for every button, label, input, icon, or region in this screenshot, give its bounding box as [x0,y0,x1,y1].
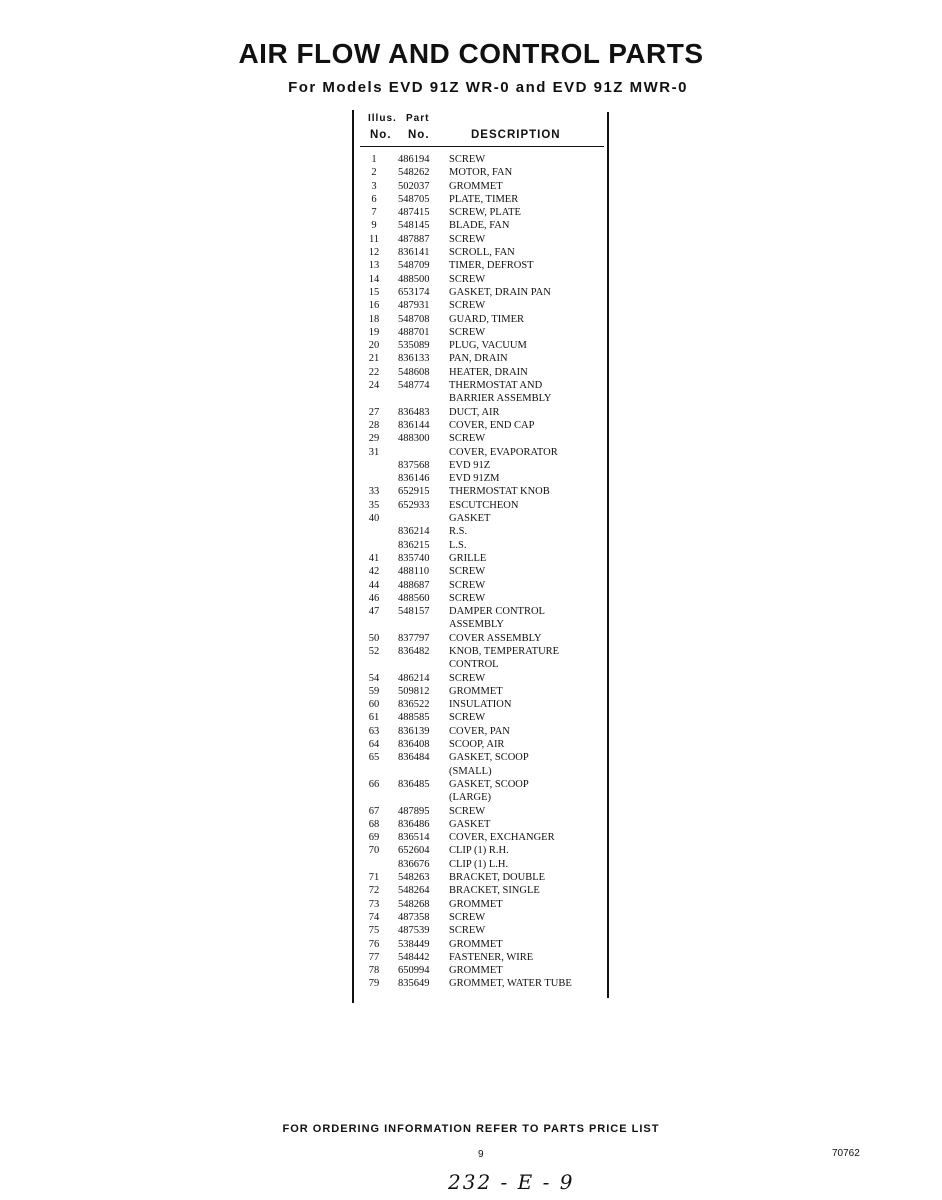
description-cell: GUARD, TIMER [449,313,525,325]
part-no-cell: 836214 [398,526,430,538]
description-cell: GASKET [449,818,491,830]
part-no-cell: 487539 [398,925,430,937]
table-row [360,406,606,419]
illus-no-cell: 28 [368,419,380,431]
part-no-cell: 548264 [398,885,430,897]
illus-no-cell: 67 [368,805,380,817]
table-row [360,180,606,193]
description-cell: GROMMET [449,938,503,950]
part-no-cell: 487358 [398,911,430,923]
illus-no-cell: 77 [368,951,380,963]
table-row [360,552,606,565]
description-cell: (LARGE) [449,792,491,804]
part-no-cell: 535089 [398,340,430,352]
description-cell: SCREW [449,925,486,937]
part-no-cell: 836484 [398,752,430,764]
illus-no-cell: 72 [368,885,380,897]
illus-no-cell: 13 [368,260,380,272]
illus-no-cell: 18 [368,313,380,325]
table-row [360,871,606,884]
description-cell: SCREW [449,672,486,684]
description-cell: GASKET, SCOOP [449,752,529,764]
parts-list [360,153,606,991]
description-cell: SCREW [449,326,486,338]
part-no-cell: 836522 [398,699,430,711]
table-row [360,738,606,751]
part-no-cell: 487415 [398,207,430,219]
table-row [360,911,606,924]
part-no-cell: 487887 [398,233,430,245]
table-row [360,419,606,432]
part-no-cell: 548774 [398,380,430,392]
part-no-cell: 836144 [398,419,430,431]
illus-no-cell: 33 [368,486,380,498]
illus-no-cell: 27 [368,406,380,418]
illus-no-cell: 12 [368,247,380,259]
table-row [360,286,606,299]
illus-no-cell: 1 [371,154,377,165]
illus-no-cell: 63 [368,725,380,737]
page-number: 9 [478,1149,484,1160]
description-cell: DUCT, AIR [449,406,500,418]
illus-no-cell: 69 [368,832,380,844]
table-row [360,579,606,592]
description-cell: CLIP (1) R.H. [449,845,509,857]
part-no-cell: 488701 [398,326,430,338]
description-cell: PAN, DRAIN [449,353,508,365]
table-row [360,512,606,525]
description-cell: SCREW [449,154,486,165]
table-row [360,219,606,232]
part-no-cell: 548145 [398,220,430,232]
part-no-cell: 836146 [398,473,430,485]
description-cell: (SMALL) [449,765,492,777]
table-row [360,313,606,326]
description-cell: KNOB, TEMPERATURE [449,645,560,657]
description-cell: PLUG, VACUUM [449,340,527,352]
illus-no-cell: 20 [368,340,380,352]
description-cell: SCREW, PLATE [449,207,521,219]
table-row [360,831,606,844]
part-no-cell: 836483 [398,406,430,418]
illus-no-cell: 42 [368,566,380,578]
description-cell: THERMOSTAT KNOB [449,486,550,498]
table-row [360,858,606,871]
table-row [360,472,606,485]
description-cell: GASKET, SCOOP [449,778,529,790]
description-cell: SCOOP, AIR [449,739,505,751]
table-row [360,672,606,685]
illus-no-cell: 54 [368,672,380,684]
part-no-cell: 488687 [398,579,430,591]
illus-no-cell: 16 [368,300,380,312]
description-cell: COVER, EVAPORATOR [449,446,558,458]
description-cell: INSULATION [449,699,512,711]
part-no-cell: 538449 [398,938,430,950]
part-no-cell: 836133 [398,353,430,365]
illus-no-cell: 65 [368,752,380,764]
description-cell: CLIP (1) L.H. [449,858,509,870]
table-row [360,791,606,804]
part-no-cell: 486214 [398,672,430,684]
illus-no-cell: 71 [368,872,380,884]
table-row [360,352,606,365]
illus-no-cell: 35 [368,499,380,511]
table-row [360,778,606,791]
part-no-cell: 509812 [398,685,430,697]
description-cell: BRACKET, SINGLE [449,885,540,897]
ordering-info-footer: FOR ORDERING INFORMATION REFER TO PARTS PRICE LIST [282,1123,660,1135]
table-row [360,951,606,964]
part-no-cell: 488300 [398,433,430,445]
illus-no-cell: 22 [368,366,380,378]
description-cell: HEATER, DRAIN [449,366,528,378]
table-row [360,459,606,472]
table-left-border [352,110,354,1003]
table-row [360,499,606,512]
part-no-cell: 836485 [398,778,430,790]
table-row [360,844,606,857]
illus-no-cell: 59 [368,685,380,697]
description-cell: EVD 91ZM [449,473,500,485]
table-row [360,259,606,272]
table-row [360,805,606,818]
description-cell: GROMMET [449,685,503,697]
table-row [360,432,606,445]
description-cell: FASTENER, WIRE [449,951,534,963]
illus-no-cell: 47 [368,606,380,618]
illus-no-cell: 50 [368,632,380,644]
illus-no-cell: 78 [368,965,380,977]
part-no-cell: 837568 [398,459,430,471]
part-no-cell: 835740 [398,552,430,564]
part-no-cell: 502037 [398,180,430,192]
part-no-cell: 548263 [398,872,430,884]
table-row [360,711,606,724]
header-illus-no: No. [370,129,392,141]
description-cell: GRILLE [449,552,487,564]
table-row [360,166,606,179]
illus-no-cell: 64 [368,739,380,751]
illus-no-cell: 3 [371,180,377,192]
page-subtitle: For Models EVD 91Z WR-0 and EVD 91Z MWR-0 [288,79,688,96]
description-cell: DAMPER CONTROL [449,606,545,618]
illus-no-cell: 15 [368,286,380,298]
description-cell: R.S. [449,526,468,538]
description-cell: SCREW [449,911,486,923]
table-row [360,206,606,219]
header-illus: Illus. [368,113,397,124]
description-cell: MOTOR, FAN [449,167,513,179]
table-row [360,725,606,738]
description-cell: GASKET [449,513,491,525]
description-cell: COVER, PAN [449,725,510,737]
table-row [360,884,606,897]
description-cell: BLADE, FAN [449,220,510,232]
description-cell: SCREW [449,712,486,724]
illus-no-cell: 40 [368,513,380,525]
document-code: 70762 [832,1148,860,1159]
description-cell: COVER, EXCHANGER [449,832,555,844]
table-row [360,977,606,990]
part-no-cell: 836486 [398,818,430,830]
table-row [360,592,606,605]
part-no-cell: 836141 [398,247,430,259]
table-row [360,645,606,658]
part-no-cell: 488110 [398,566,430,578]
description-cell: EVD 91Z [449,459,491,471]
part-no-cell: 652915 [398,486,430,498]
illus-no-cell: 24 [368,380,380,392]
part-no-cell: 488585 [398,712,430,724]
table-row [360,658,606,671]
part-no-cell: 836514 [398,832,430,844]
part-no-cell: 487895 [398,805,430,817]
description-cell: ASSEMBLY [449,619,504,631]
part-no-cell: 548442 [398,951,430,963]
description-cell: CONTROL [449,659,499,671]
table-row [360,565,606,578]
description-cell: GROMMET, WATER TUBE [449,978,572,990]
part-no-cell: 548708 [398,313,430,325]
table-row [360,485,606,498]
part-no-cell: 548268 [398,898,430,910]
illus-no-cell: 7 [371,207,377,219]
part-no-cell: 548709 [398,260,430,272]
part-no-cell: 486194 [398,154,430,165]
illus-no-cell: 44 [368,579,380,591]
part-no-cell: 836408 [398,739,430,751]
description-cell: SCROLL, FAN [449,247,515,259]
table-row [360,605,606,618]
table-row [360,233,606,246]
description-cell: GROMMET [449,898,503,910]
table-row [360,924,606,937]
header-part-no: No. [408,129,430,141]
part-no-cell: 653174 [398,286,430,298]
part-no-cell: 836676 [398,858,430,870]
description-cell: BRACKET, DOUBLE [449,872,546,884]
description-cell: GROMMET [449,965,503,977]
table-row [360,366,606,379]
table-row [360,379,606,392]
description-cell: GASKET, DRAIN PAN [449,286,551,298]
table-row [360,246,606,259]
part-no-cell: 488500 [398,273,430,285]
description-cell: COVER ASSEMBLY [449,632,542,644]
illus-no-cell: 2 [371,167,377,179]
illus-no-cell: 61 [368,712,380,724]
page-title: AIR FLOW AND CONTROL PARTS [238,38,704,69]
illus-no-cell: 52 [368,645,380,657]
illus-no-cell: 6 [371,193,377,205]
description-cell: SCREW [449,592,486,604]
illus-no-cell: 73 [368,898,380,910]
illus-no-cell: 21 [368,353,380,365]
table-row [360,299,606,312]
illus-no-cell: 41 [368,552,380,564]
description-cell: SCREW [449,273,486,285]
part-no-cell: 836482 [398,645,430,657]
table-row [360,153,606,166]
part-no-cell: 488560 [398,592,430,604]
part-no-cell: 652604 [398,845,430,857]
part-no-cell: 837797 [398,632,430,644]
illus-no-cell: 11 [368,233,380,245]
table-row [360,751,606,764]
description-cell: COVER, END CAP [449,419,535,431]
part-no-cell: 836215 [398,539,430,551]
description-cell: GROMMET [449,180,503,192]
header-part: Part [406,113,430,124]
part-no-cell: 652933 [398,499,430,511]
part-no-cell: 548705 [398,193,430,205]
illus-no-cell: 29 [368,433,380,445]
illus-no-cell: 76 [368,938,380,950]
description-cell: THERMOSTAT AND [449,380,543,392]
illus-no-cell: 70 [368,845,380,857]
part-no-cell: 487931 [398,300,430,312]
description-cell: SCREW [449,579,486,591]
part-no-cell: 650994 [398,965,430,977]
description-cell: SCREW [449,300,486,312]
table-row [360,539,606,552]
illus-no-cell: 74 [368,911,380,923]
table-row [360,446,606,459]
table-row [360,818,606,831]
table-row [360,525,606,538]
part-no-cell: 548262 [398,167,430,179]
description-cell: L.S. [449,539,467,551]
table-row [360,273,606,286]
description-cell: TIMER, DEFROST [449,260,534,272]
table-row [360,765,606,778]
illus-no-cell: 60 [368,699,380,711]
table-row [360,392,606,405]
table-row [360,632,606,645]
handwritten-note: 232 - E - 9 [448,1170,575,1194]
description-cell: SCREW [449,433,486,445]
description-cell: SCREW [449,566,486,578]
description-cell: SCREW [449,233,486,245]
illus-no-cell: 19 [368,326,380,338]
description-cell: SCREW [449,805,486,817]
table-right-border [607,112,609,998]
table-row [360,698,606,711]
description-cell: PLATE, TIMER [449,193,519,205]
illus-no-cell: 66 [368,778,380,790]
illus-no-cell: 14 [368,273,380,285]
illus-no-cell: 75 [368,925,380,937]
table-row [360,618,606,631]
table-row [360,339,606,352]
part-no-cell: 836139 [398,725,430,737]
part-no-cell: 835649 [398,978,430,990]
description-cell: BARRIER ASSEMBLY [449,393,552,405]
header-description: DESCRIPTION [471,129,561,141]
table-row [360,898,606,911]
header-rule [360,146,604,147]
part-no-cell: 548608 [398,366,430,378]
illus-no-cell: 9 [371,220,377,232]
illus-no-cell: 46 [368,592,380,604]
illus-no-cell: 31 [368,446,380,458]
illus-no-cell: 79 [368,978,380,990]
table-row [360,938,606,951]
illus-no-cell: 68 [368,818,380,830]
table-row [360,326,606,339]
table-row [360,193,606,206]
table-row [360,685,606,698]
description-cell: ESCUTCHEON [449,499,519,511]
table-row [360,964,606,977]
part-no-cell: 548157 [398,606,430,618]
